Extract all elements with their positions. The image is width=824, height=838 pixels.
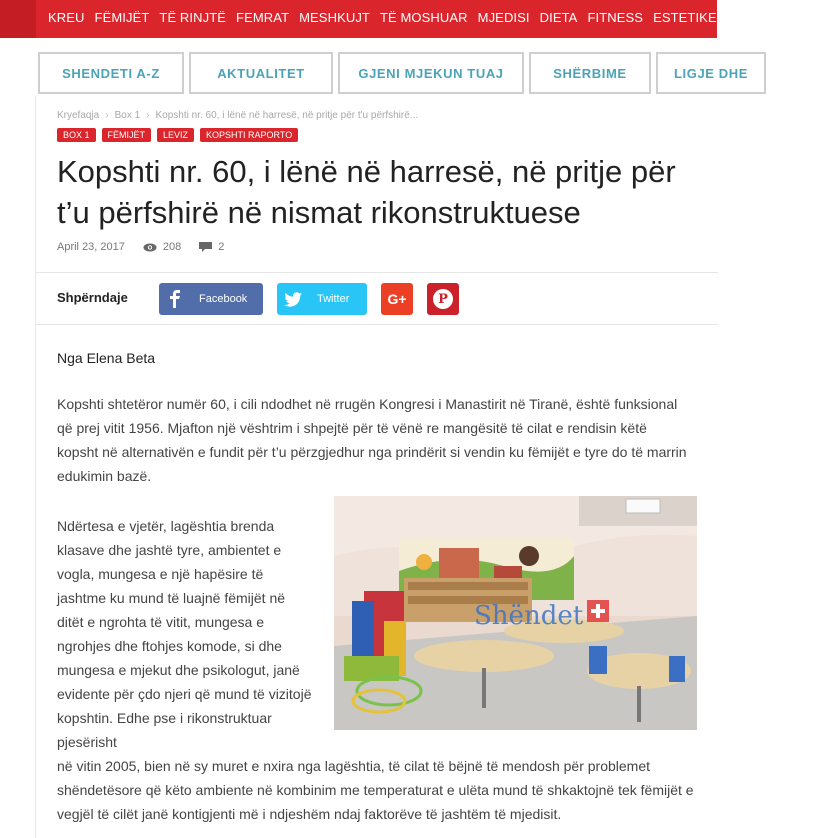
nav-item-6[interactable]: MJEDISI: [477, 10, 530, 25]
chevron-right-icon: ›: [105, 110, 109, 121]
article-paragraph: në vitin 2005, bien në sy muret e nxira nga lagështia, të cilat të bëjnë të mendosh për problemet shëndetësore që këto ambiente në kombinim me temperaturat e ulëta mund të shkaktojnë tek fëmijët e vegjël të cilët janë kontigjenti më i ndjeshëm ndaj faktorëve të jashtëm të mjedisit.: [57, 758, 694, 822]
views-count: 208: [162, 241, 182, 253]
tab-shendeti-a-z[interactable]: SHENDETI A-Z: [38, 52, 184, 94]
article-card: [35, 96, 717, 838]
nav-item-7[interactable]: DIETA: [539, 10, 578, 25]
google-plus-icon: G+: [387, 291, 407, 307]
nav-item-3[interactable]: FEMRAT: [236, 10, 290, 25]
divider: [36, 324, 718, 325]
article-meta: [57, 241, 224, 253]
tab-gjeni-mjekun[interactable]: GJENI MJEKUN TUAJ: [338, 52, 524, 94]
pinterest-icon: P: [433, 289, 453, 309]
eye-icon: [143, 243, 157, 252]
pinterest-share-button[interactable]: [427, 283, 459, 315]
facebook-label: Facebook: [199, 293, 248, 305]
nav-item-4[interactable]: MESHKUJT: [299, 10, 370, 25]
nav-item-8[interactable]: FITNESS: [587, 10, 644, 25]
chevron-right-icon: ›: [146, 110, 150, 121]
article-title: Kopshti nr. 60, i lënë në harresë, në pritje për t’u përfshirë në nismat rikonstruktuese: [57, 154, 676, 230]
tag-femijet[interactable]: FËMIJËT: [102, 128, 152, 142]
section-tabs: [38, 52, 766, 94]
nav-item-10[interactable]: VIP-SHENDETI: [726, 10, 819, 25]
twitter-share-button[interactable]: [277, 283, 367, 315]
google-plus-share-button[interactable]: [381, 283, 413, 315]
nav-item-1[interactable]: FËMIJËT: [94, 10, 150, 25]
facebook-icon: [159, 283, 191, 315]
breadcrumb-section[interactable]: Box 1: [114, 110, 141, 121]
article-date: April 23, 2017: [57, 241, 125, 253]
tag-leviz[interactable]: LEVIZ: [157, 128, 194, 142]
share-label: Shpërndaje: [57, 290, 128, 305]
photo-watermark: Shëndet: [474, 601, 584, 631]
comment-icon: [199, 242, 212, 253]
comments-counter[interactable]: [199, 241, 224, 253]
divider: [36, 272, 718, 273]
category-tags: [57, 128, 298, 142]
views-counter: [143, 241, 181, 253]
classroom-photo: [334, 496, 697, 730]
nav-edge: [0, 0, 36, 38]
article-photo: [334, 496, 697, 730]
top-navigation: [0, 0, 819, 38]
tag-box-1[interactable]: BOX 1: [57, 128, 96, 142]
facebook-share-button[interactable]: [159, 283, 263, 315]
article-paragraph: Kopshti shtetëror numër 60, i cili ndodhet në rrugën Kongresi i Manastirit në Tiranë, është funksional që prej vitit 1956. Mjafton një vështrim i shpejtë për të vënë re mangësitë të cilat e rendisin këtë kopsht në alternativën e fundit për t’u përzgjedhur nga prindërit si vendin ku fëmijët e tyre do të marrin edukimin bazë.: [57, 396, 687, 484]
nav-item-9[interactable]: ESTETIKE: [653, 10, 717, 25]
top-nav-list: [43, 0, 824, 36]
nav-item-5[interactable]: TË MOSHUAR: [379, 10, 468, 25]
nav-item-0[interactable]: KREU: [48, 10, 85, 25]
article-paragraph: Ndërtesa e vjetër, lagështia brenda klasave dhe jashtë tyre, ambientet e vogla, mungesa e një hapësire të jashtme ku mund të luajnë fëmijët në ditët e ngrohta të vitit, mungesa e ngrohjes dhe ftohjes komode, si dhe mungesa e mjekut dhe psikologut, janë evidente për çdo njeri që mund të vizitojë kopshtin. Edhe pse i rikonstruktuar pjesërisht: [57, 518, 312, 750]
twitter-label: Twitter: [317, 293, 350, 305]
comments-count: 2: [218, 241, 225, 253]
article-author: Nga Elena Beta: [57, 350, 156, 366]
tab-ligje[interactable]: LIGJE DHE: [656, 52, 766, 94]
twitter-icon: [277, 283, 309, 315]
breadcrumb: [57, 110, 418, 121]
nav-item-2[interactable]: TË RINJTË: [159, 10, 227, 25]
tag-kopshti-raporto[interactable]: KOPSHTI RAPORTO: [200, 128, 298, 142]
tab-sherbime[interactable]: SHËRBIME: [529, 52, 651, 94]
breadcrumb-home[interactable]: Kryefaqja: [57, 110, 100, 121]
tab-aktualitet[interactable]: AKTUALITET: [189, 52, 333, 94]
breadcrumb-current: Kopshti nr. 60, i lënë në harresë, në pritje për t'u përfshirë...: [155, 110, 419, 121]
